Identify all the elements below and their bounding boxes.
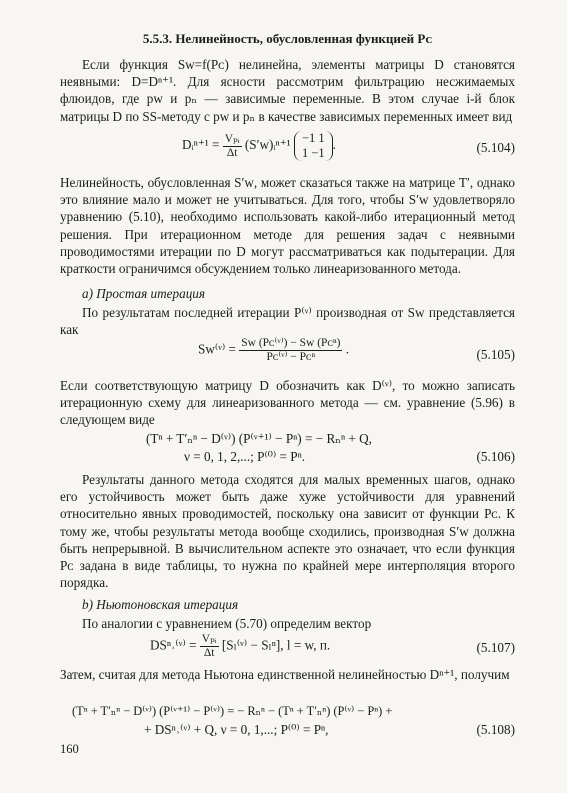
- subsection-b-title: [60, 596, 515, 613]
- eq105-tail: .: [345, 341, 349, 357]
- eq104-fraction: [223, 133, 242, 160]
- subsection-b-text: b) Ньютоновская итерация: [82, 597, 239, 612]
- eq105-number: (5.105): [476, 347, 515, 362]
- eq104-tail: .: [332, 137, 336, 153]
- eq104-lhs: Dᵢⁿ⁺¹ =: [182, 137, 220, 153]
- eq107-rhs: [Sₗ⁽ᵛ⁾ − Sₗⁿ], l = w, п.: [221, 637, 331, 653]
- section-title: 5.5.3. Нелинейность, обусловленная функцией Pᴄ: [142, 31, 433, 46]
- eq106-number: (5.106): [476, 449, 515, 464]
- paragraph-1: Если функция Sᴡ=f(Pᴄ) нелинейна, элементы матрицы D становятся неявными: D=Dⁿ⁺¹. Для ясности рассмотрим фильтрацию несжимаемых флюидов, где pᴡ и pₙ — зависимые переменные. В этом случае i-й блок матрицы D по SS-методу с pᴡ и pₙ в качестве зависимых переменных имеет вид: [60, 57, 515, 124]
- eq104-matrix-row-2: 1 −1: [301, 146, 325, 160]
- eq104-number: (5.104): [476, 140, 515, 155]
- paragraph-6: По аналогии с уравнением (5.70) определим вектор: [82, 616, 372, 631]
- eq106-line-1: (Tⁿ + T′ₙⁿ − D⁽ᵛ⁾) (P⁽ᵛ⁺¹⁾ − Pⁿ) = − Rₙⁿ + Q,: [146, 431, 372, 446]
- paragraph-5: Результаты данного метода сходятся для малых временных шагов, однако его устойчивость может быть даже хуже устойчивости для уравнений относительно явных проводимостей, поскольку она зависит от функции Pᴄ. К тому же, чтобы результаты метода вообще сходились, производная S′ᴡ должна быть непрерывной. В вычислительном аспекте это означает, что если функция Pᴄ задана в виде таблицы, то нужна по крайней мере интерполяция второго порядка.: [60, 472, 515, 591]
- eq105-fraction: [239, 337, 342, 364]
- equation-5-107: [60, 633, 515, 667]
- eq108-number: (5.108): [476, 722, 515, 737]
- eq105-numerator: Sᴡ (Pᴄ⁽ᵛ⁾) − Sᴡ (Pᴄⁿ): [241, 337, 341, 349]
- eq107-number: (5.107): [476, 640, 515, 655]
- eq104-denominator: Δt: [226, 146, 238, 159]
- eq107-lhs: DSⁿ˒⁽ᵛ⁾ =: [150, 637, 197, 653]
- eq107-denominator: Δt: [203, 647, 215, 659]
- eq107-fraction: [200, 633, 219, 660]
- paragraph-3: По результатам последней итерации P⁽ᵛ⁾ производная от Sᴡ представляется как: [60, 305, 515, 338]
- equation-5-106: [60, 430, 515, 468]
- paragraph-4: Если соответствующую матрицу D обозначить как D⁽ᵛ⁾, то можно записать итерационную схему для линеаризованного метода — см. уравнение (5.96) в следующем виде: [60, 378, 515, 428]
- eq106-line-2: ν = 0, 1, 2,...; P⁽⁰⁾ = Pⁿ.: [184, 449, 306, 464]
- eq108-line-1: (Tⁿ + T′ₙⁿ − D⁽ᵛ⁾) (P⁽ᵛ⁺¹⁾ − P⁽ᵛ⁾) = − Rₙⁿ − (Tⁿ + T′ₙⁿ) (P⁽ᵛ⁾ − Pⁿ) +: [72, 704, 393, 718]
- subsection-a-title: [60, 285, 515, 302]
- eq105-lhs: Sᴡ⁽ᵛ⁾ =: [198, 341, 236, 357]
- eq108-line-2: + DSⁿ˒⁽ᵛ⁾ + Q, ν = 0, 1,...; P⁽⁰⁾ = Pⁿ,: [144, 722, 329, 737]
- eq107-numerator: Vₚᵢ: [201, 633, 217, 645]
- equation-5-105: [60, 337, 515, 371]
- page-number: 160: [60, 742, 79, 756]
- paragraph-2: Нелинейность, обусловленная S′ᴡ, может сказаться также на матрице T′, однако это влияние мало и может не учитываться. Для того, чтобы S′ᴡ удовлетворяло уравнению (5.10), необходимо использовать какой-либо итерационный метод решения. При итерационном методе для решения задач с неявными проводимостями итерации по D могут рассматриваться как подытерации. Для краткости ограничимся обсуждением только линеаризованного метода.: [60, 175, 515, 277]
- equation-5-108: [60, 703, 515, 741]
- equation-5-104: [60, 131, 515, 165]
- eq104-matrix-row-1: −1 1: [301, 131, 325, 145]
- paragraph-7: Затем, считая для метода Ньютона единственной нелинейностью Dⁿ⁺¹, получим: [60, 667, 510, 682]
- eq104-numerator: Vₚᵢ: [224, 132, 240, 145]
- subsection-a-text: а) Простая итерация: [82, 286, 206, 301]
- eq105-denominator: Pᴄ⁽ᵛ⁾ − Pᴄⁿ: [266, 351, 316, 363]
- eq104-matrix: [294, 131, 333, 161]
- eq104-middle: (S′ᴡ)ᵢⁿ⁺¹: [244, 137, 291, 153]
